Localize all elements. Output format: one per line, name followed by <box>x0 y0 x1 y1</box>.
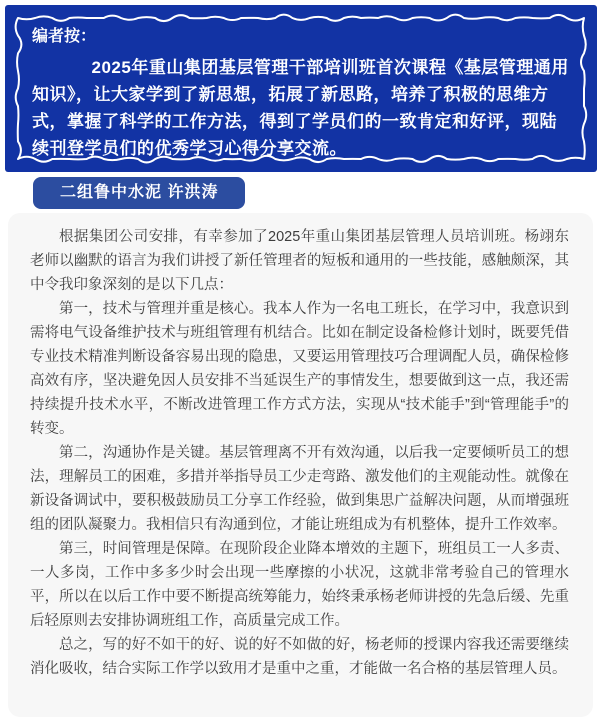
editor-note-body: 2025年重山集团基层管理干部培训班首次课程《基层管理通用知识》，让大家学到了新思想，拓展了新思路，培养了积极的思维方式，掌握了科学的工作方法，得到了学员们的一致肯定和好评，现陆续刊登学员们的优秀学习心得分享交流。 <box>32 58 569 158</box>
article-paragraph-point2: 第二，沟通协作是关键。基层管理离不开有效沟通，以后我一定要倾听员工的想法，理解员工的困难，多措并举指导员工少走弯路、激发他们的主观能动性。就像在新设备调试中，要积极鼓励员工分享工作经验，做到集思广益解决问题，从而增强班组的团队凝聚力。我相信只有沟通到位，才能让班组成为有机整体，提升工作效率。 <box>30 445 569 533</box>
article-paragraph-point1: 第一，技术与管理并重是核心。我本人作为一名电工班长，在学习中，我意识到需将电气设备维护技术与班组管理有机结合。比如在制定设备检修计划时，既要凭借专业技术精准判断设备容易出现的隐患，又要运用管理技巧合理调配人员，确保检修高效有序，坚决避免因人员安排不当延误生产的事情发生，想要做到这一点，我还需持续提升技术水平，不断改进管理工作方式方法，实现从“技术能手”到“管理能手”的转变。 <box>30 301 569 437</box>
editor-note-box <box>5 5 597 172</box>
editor-note-content <box>5 5 597 162</box>
editor-note-title: 编者按： <box>32 28 97 45</box>
page <box>0 5 601 721</box>
author-badge: 二组鲁中水泥 许洪涛 <box>33 177 245 209</box>
article-paragraph-intro: 根据集团公司安排，有幸参加了2025年重山集团基层管理人员培训班。杨翊东老师以幽默的语言为我们讲授了新任管理者的短板和通用的一些技能，感触颇深，其中令我印象深刻的是以下几点： <box>30 229 569 293</box>
article-card <box>8 213 593 717</box>
article-paragraph-point3: 第三，时间管理是保障。在现阶段企业降本增效的主题下，班组员工一人多责、一人多岗，工作中多多少时会出现一些摩擦的小状况，这就非常考验自己的管理水平，所以在以后工作中要不断提高统筹能力，始终秉承杨老师讲授的先急后缓、先重后轻原则去安排协调班组工作，高质量完成工作。 <box>30 541 569 629</box>
article-paragraph-summary: 总之，写的好不如干的好、说的好不如做的好，杨老师的授课内容我还需要继续消化吸收，结合实际工作学以致用才是重中之重，才能做一名合格的基层管理人员。 <box>30 637 569 677</box>
